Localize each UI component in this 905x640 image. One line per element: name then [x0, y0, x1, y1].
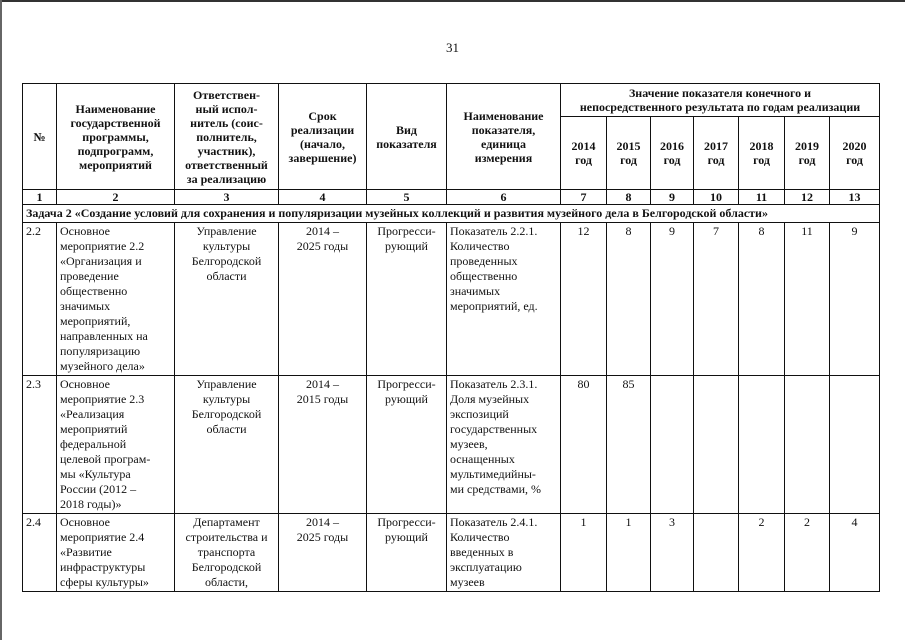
column-number: 8 [607, 190, 651, 205]
row-value: 85 [607, 376, 651, 514]
header-year: 2017 год [694, 117, 739, 190]
row-kind: Прогресси- рующий [367, 223, 447, 376]
header-kind: Вид показателя [367, 84, 447, 190]
header-program: Наименование государственной программы, подпрограмм, мероприятий [57, 84, 175, 190]
indicators-table [22, 83, 880, 592]
row-term: 2014 – 2025 годы [279, 514, 367, 592]
column-number-row [23, 190, 880, 205]
column-number: 11 [739, 190, 785, 205]
row-value: 9 [830, 223, 880, 376]
column-number: 2 [57, 190, 175, 205]
table-row [23, 223, 880, 376]
row-responsible: Управление культуры Белгородской области [175, 376, 279, 514]
row-value: 12 [561, 223, 607, 376]
row-value: 2 [739, 514, 785, 592]
row-value: 8 [739, 223, 785, 376]
table-row [23, 514, 880, 592]
scan-border-top [0, 0, 905, 2]
column-number: 1 [23, 190, 57, 205]
row-value: 1 [561, 514, 607, 592]
row-indicator: Показатель 2.3.1. Доля музейных экспозиций государственных музеев, оснащенных мультимедийны- ми средствами, % [447, 376, 561, 514]
row-indicator: Показатель 2.4.1. Количество введенных в эксплуатацию музеев [447, 514, 561, 592]
header-year: 2015 год [607, 117, 651, 190]
column-number: 10 [694, 190, 739, 205]
row-value [739, 376, 785, 514]
row-program: Основное мероприятие 2.2 «Организация и проведение общественно значимых мероприятий, направленных на популяризацию музейного дела» [57, 223, 175, 376]
row-value: 80 [561, 376, 607, 514]
column-number: 12 [785, 190, 830, 205]
column-number: 9 [651, 190, 694, 205]
header-row-1 [23, 84, 880, 117]
row-value [694, 514, 739, 592]
row-value [830, 376, 880, 514]
row-value [651, 376, 694, 514]
scan-border-left [0, 0, 2, 640]
column-number: 3 [175, 190, 279, 205]
row-responsible: Управление культуры Белгородской области [175, 223, 279, 376]
column-number: 4 [279, 190, 367, 205]
header-year: 2020 год [830, 117, 880, 190]
header-indicator: Наименование показателя, единица измерения [447, 84, 561, 190]
row-program: Основное мероприятие 2.3 «Реализация мероприятий федеральной целевой програм- мы «Культура России (2012 – 2018 годы)» [57, 376, 175, 514]
row-number: 2.3 [23, 376, 57, 514]
row-value: 7 [694, 223, 739, 376]
row-value: 1 [607, 514, 651, 592]
column-number: 7 [561, 190, 607, 205]
row-indicator: Показатель 2.2.1. Количество проведенных общественно значимых мероприятий, ед. [447, 223, 561, 376]
row-term: 2014 – 2025 годы [279, 223, 367, 376]
header-term: Срок реализации (начало, завершение) [279, 84, 367, 190]
row-responsible: Департамент строительства и транспорта Белгородской области, [175, 514, 279, 592]
page-number: 31 [446, 40, 459, 55]
row-kind: Прогресси- рующий [367, 514, 447, 592]
row-term: 2014 – 2015 годы [279, 376, 367, 514]
header-values-group: Значение показателя конечного и непосредственного результата по годам реализации [561, 84, 880, 117]
row-value: 4 [830, 514, 880, 592]
row-number: 2.2 [23, 223, 57, 376]
column-number: 5 [367, 190, 447, 205]
header-year: 2014 год [561, 117, 607, 190]
header-year: 2018 год [739, 117, 785, 190]
row-program: Основное мероприятие 2.4 «Развитие инфраструктуры сферы культуры» [57, 514, 175, 592]
row-value: 9 [651, 223, 694, 376]
column-number: 13 [830, 190, 880, 205]
header-responsible: Ответствен- ный испол- нитель (соис- полнитель, участник), ответственный за реализацию [175, 84, 279, 190]
task-title: Задача 2 «Создание условий для сохранения и популяризации музейных коллекций и развития музейного дела в Белгородской области» [23, 205, 880, 223]
row-value: 2 [785, 514, 830, 592]
header-year: 2016 год [651, 117, 694, 190]
task-row [23, 205, 880, 223]
header-year: 2019 год [785, 117, 830, 190]
row-value: 11 [785, 223, 830, 376]
row-number: 2.4 [23, 514, 57, 592]
row-value [785, 376, 830, 514]
row-value: 3 [651, 514, 694, 592]
row-value [694, 376, 739, 514]
row-value: 8 [607, 223, 651, 376]
column-number: 6 [447, 190, 561, 205]
row-kind: Прогресси- рующий [367, 376, 447, 514]
table-row [23, 376, 880, 514]
header-num: № [23, 84, 57, 190]
